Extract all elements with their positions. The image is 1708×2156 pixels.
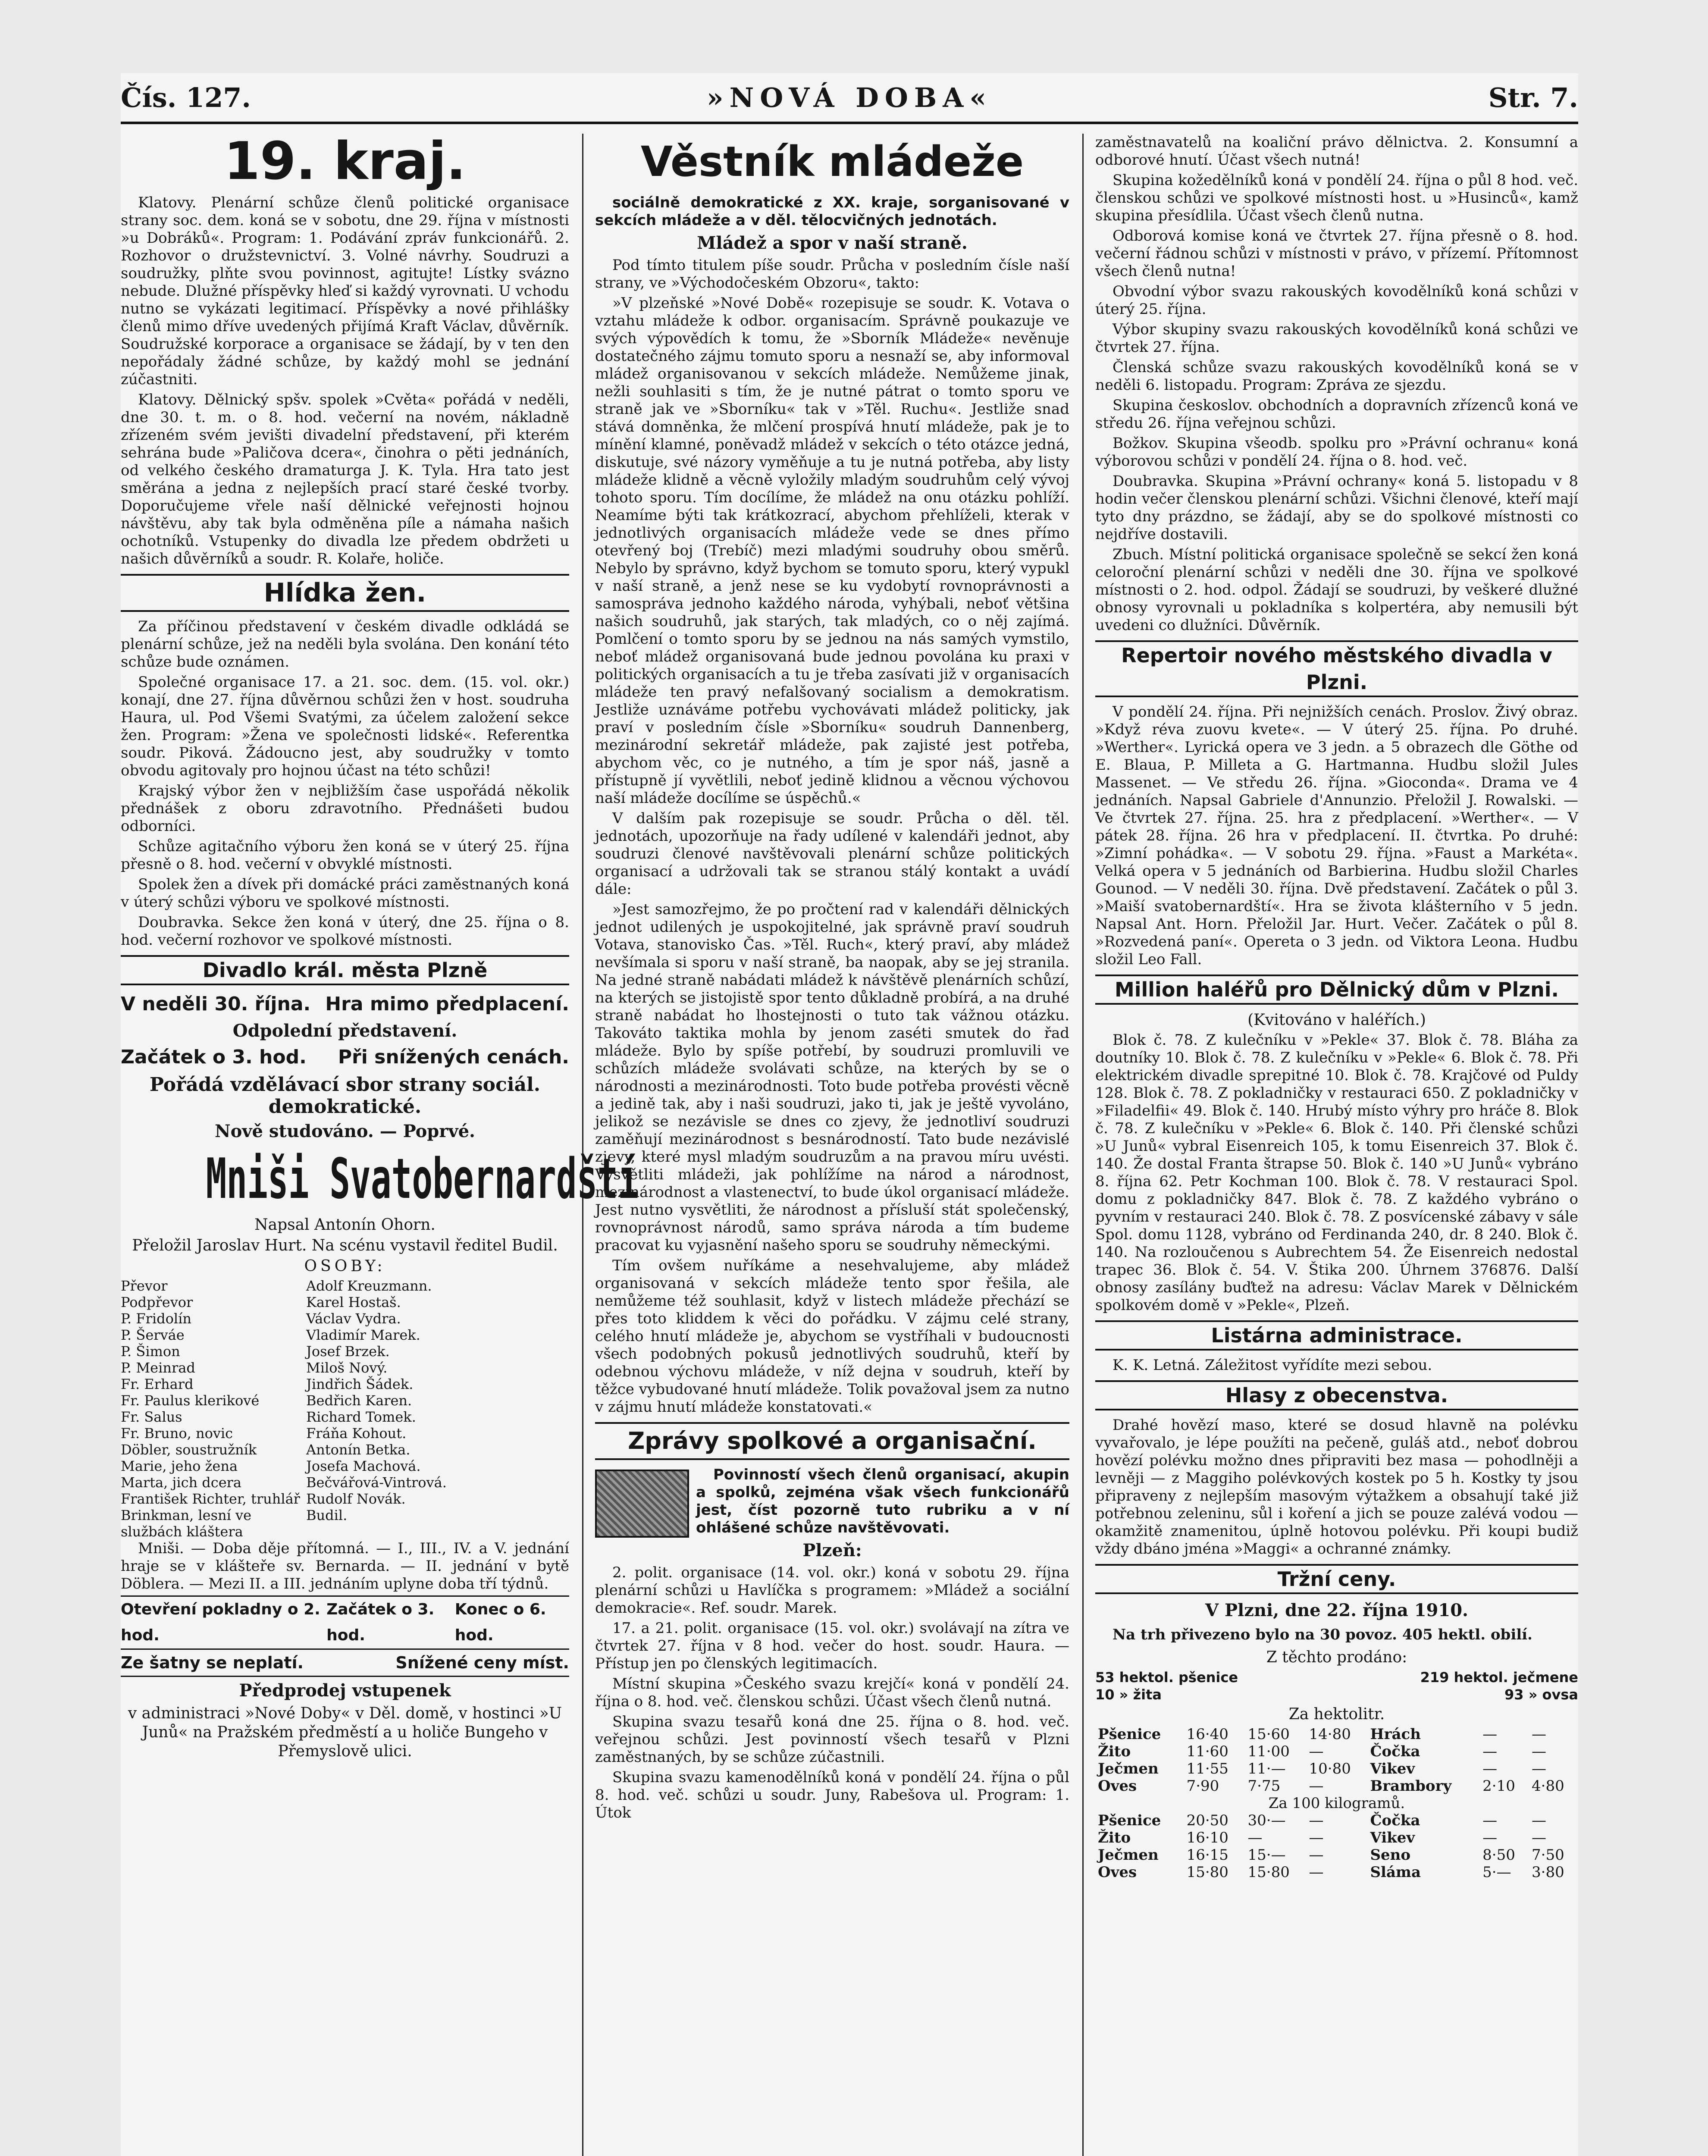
article-paragraph: V pondělí 24. října. Při nejnižších cenách. Proslov. Živý obraz. »Když réva zuovu kvete«. — V úterý 25. října. Po druhé. »Werther«. Lyrická opera ve 3 jedn. a 5 obrazech dle Göthe od E. Blaua, P. Milleta a G. Hartmanna. Hudbu složil Jules Massenet. — Ve středu 26. října. »Gioconda«. Drama ve 4 jednáních. Napsal Gabriele d'Annunzio. Přeložil J. Rowalski. — Ve čtvrtek 27. října. 25. hra z předplacení. »Werther«. — V pátek 28. října. 26 hra v předplacení. II. čtvrtka. Po druhé: »Zimní pohádka«. — V sobotu 29. října. »Faust a Markéta«. Velká opera v 5 jednáních od Barbierina. Hudbu složil Charles Gounod. — V neděli 30. října. Dvě představení. Začátek o půl 3. »Maiší svatobernardští«. Hra se života klášterního v 5 jedn. Napsal Ant. Horn. Přeložil Jar. Hurt. Večer. Začátek o půl 8. »Rozvedená paní«. Opereta o 3 jedn. od Viktora Leona. Hudbu složil Leo Fall. <box>1095 703 1578 968</box>
cast-row <box>121 1409 569 1425</box>
cast-actor: Antonín Betka. <box>306 1442 411 1458</box>
table-cell: 5·— <box>1482 1864 1511 1881</box>
article-paragraph: 17. a 21. polit. organisace (15. vol. okr.) svolávají na zítra ve čtvrtek 27. října v 8 hod. večer do host. soudr. Haura. — Přístup jen po členských legitimacích. <box>595 1620 1069 1672</box>
table-row <box>1095 1743 1578 1760</box>
table-cell: 7·50 <box>1532 1846 1564 1864</box>
ad-row <box>121 1595 569 1650</box>
cast-role: Brinkman, lesní ve službách kláštera <box>121 1507 252 1540</box>
ad-text: Hra mimo předplacení. <box>325 993 569 1015</box>
table-cell: 7·75 <box>1247 1777 1281 1795</box>
cast-role: Döbler, soustružník <box>121 1442 257 1458</box>
table-cell: Seno <box>1370 1846 1411 1864</box>
cast-role: P. Šerváe <box>121 1327 185 1343</box>
table-cell: — <box>1532 1726 1547 1743</box>
section-heading: Hlasy z obecenstva. <box>1095 1380 1578 1410</box>
article-subheading: (Kvitováno v haléřích.) <box>1247 1011 1426 1029</box>
article-paragraph: Obvodní výbor svazu rakouských kovodělníků koná schůzi v úterý 25. října. <box>1095 283 1578 318</box>
cast-actor: Budil. <box>306 1507 348 1523</box>
table-cell: Vikev <box>1370 1760 1415 1777</box>
table-cell: Ječmen <box>1098 1846 1159 1864</box>
table-row <box>1095 1812 1578 1829</box>
article-paragraph: 2. polit. organisace (14. vol. okr.) koná v sobotu 29. října plenární schůzi u Havlíčka s programem: »Mládež a sociální demokracie«. Ref. soudr. Marek. <box>595 1564 1069 1617</box>
ad-text: Začátek o 3. hod. <box>326 1601 435 1644</box>
article-paragraph: Klatovy. Plenární schůze členů politické organisace strany soc. dem. koná se v sobotu, dne 29. října v místnosti »u Dobráků«. Program: 1. Podávání zpráv funkcionářů. 2. Rozhovor o družstevnictví. 3. Volné návrhy. Soudruzi a soudružky, plňte svou povinnost, agitujte! Lístky svázno nebude. Dlužné příspěvky hleď si každý vyrovnati. U vchodu nutno se vykázati legitimací. Příspěvky a nové přihlášky členů mimo dříve uvedených přijímá Kraft Václav, důvěrník. Soudružské korporace a organisace se žádají, by v ten den nepořádaly žádné schůze, by každý mohl se jednání zúčastniti. <box>121 194 569 388</box>
cast-role: Marie, jeho žena <box>121 1458 238 1474</box>
table-cell: 2·10 <box>1482 1777 1515 1795</box>
cast-role: Převor <box>121 1278 168 1294</box>
article-paragraph: Skupina svazu kamenodělníků koná v pondělí 24. října o půl 8. hod. več. schůzi u soudr. Juny, Rabešova ul. Program: 1. Útok <box>595 1769 1069 1821</box>
table-cell: Vikev <box>1370 1829 1415 1846</box>
table-cell: — <box>1309 1777 1324 1795</box>
table-cell: — <box>1309 1829 1324 1846</box>
article-paragraph: Tím ovšem nuříkáme a nesehvalujeme, aby mládež organisovaná v sekcích mládeže tento spor řešila, ale nemůžeme též souhlasit, když v listech mládeže přechází se přes toto kliddem k věci do pořádku. V zájmu celé strany, celého hnutí mládeže je, abychom se vystříhali v budoucnosti všech podobných pokusů jednotlivých soudruhů, kteří by odebnou výchovu mládeže, v níž dejna v soudruh, kteří by těžce vybudované hnutí mládeže. Tolik považoval jsem za nutno v zájmu hnutí mládeže konstatovati.« <box>595 1257 1069 1416</box>
cast-list <box>121 1278 569 1540</box>
section-heading: Listárna administrace. <box>1095 1320 1578 1351</box>
cast-actor: Josefa Machová. <box>306 1458 421 1474</box>
article-paragraph: Spolek žen a dívek při domácké práci zaměstnaných koná v úterý schůzi výboru ve spolkové místnosti. <box>121 876 569 911</box>
table-caption: Za hektolitr. <box>1288 1705 1385 1723</box>
article-paragraph: Krajský výbor žen v nejbližším čase uspořádá několik přednášek z oboru zdravotního. Přednášeti budou odborníci. <box>121 782 569 835</box>
section-heading: Million haléřů pro Dělnický dům v Plzni. <box>1095 975 1578 1005</box>
table-cell: 11·55 <box>1186 1760 1229 1777</box>
cast-actor: Fráňa Kohout. <box>306 1425 407 1442</box>
article-paragraph: Společné organisace 17. a 21. soc. dem. (15. vol. okr.) konají, dne 27. října důvěrnou schůzi žen v host. soudruha Haura, ul. Pod Všemi Svatými, za účelem založení sekce žen. Program: »Žena ve společnosti lidské«. Referentka soudr. Piková. Žádoucno jest, aby soudružky v tomto obvodu agitovaly pro hojnou účast na této schůzi! <box>121 674 569 779</box>
table-cell: Brambory <box>1370 1777 1452 1795</box>
table-cell: — <box>1482 1743 1498 1760</box>
article-paragraph: Za příčinou představení v českém divadle odkládá se plenární schůze, jež na neděli byla svolána. Den konání této schůze bude oznámen. <box>121 618 569 671</box>
article-paragraph: Schůze agitačního výboru žen koná se v úterý 25. října přesně o 8. hod. večerní v obvyklé místnosti. <box>121 838 569 873</box>
play-title: Mniši Svatobernardští <box>206 1147 639 1211</box>
cast-row <box>121 1474 569 1491</box>
article-paragraph: sociálně demokratické z XX. kraje, sorganisované v sekcích mládeže a v děl. tělocvičných jednotách. <box>595 194 1069 229</box>
article-paragraph: zaměstnavatelů na koaliční právo dělnictva. 2. Konsumní a odborové hnutí. Účast všech nutná! <box>1095 134 1578 169</box>
article-paragraph: Skupina českoslov. obchodních a dopravních zřízenců koná ve středu 26. října veřejnou schůzi. <box>1095 397 1578 432</box>
table-cell: — <box>1309 1846 1324 1864</box>
table-cell: Oves <box>1098 1864 1137 1881</box>
table-cell: 16·10 <box>1186 1829 1229 1846</box>
market-text: 53 hektol. pšenice <box>1095 1669 1238 1686</box>
cast-role: František Richter, truhlář <box>121 1491 300 1507</box>
ad-text: Ze šatny se neplatí. <box>121 1653 304 1672</box>
table-cell: 20·50 <box>1186 1812 1229 1829</box>
article-paragraph: Členská schůze svazu rakouských kovodělníků koná se v neděli 6. listopadu. Program: Zpráva ze sjezdu. <box>1095 359 1578 394</box>
cast-row <box>121 1376 569 1392</box>
column-2 <box>595 134 1069 2156</box>
article-paragraph: »V plzeňské »Nové Době« rozepisuje se soudr. K. Votava o vztahu mládeže k odbor. organisacím. Správně poukazuje ve svých výpovědích k tomu, že »Sborník Mládeže« nevěnuje dostatečného zájmu tomuto sporu a nesnaží se, aby informoval mládež organisovanou v sekcích mládeže. Nemůžeme jinak, nežli souhlasiti s tím, že je nutné pátrat o tomto sporu ve straně jak ve »Sborníku« tak v »Těl. Ruchu«. Jestliže snad stává domněnka, že mlčení prospívá hnutí mládeže, pak je to mínění klamné, poněvadž mládež v sekcích o této otázce jedná, diskutuje, své názory vyměňuje a tu je nutná potřeba, aby listy mládeže klidně a věcně vyložily mladým soudruhům celý vývoj tohoto sporu. Tím docílíme, že mládež na onu otázku pohlíží. Neamíme býti tak krátkozrací, abychom přehlíželi, kterak v jednotlivých organisacích mládeže vede se dnes přímo otevřený boj (Trebíč) mezi mladými soudruhy obou směrů. Nebylo by správno, když bychom se tomuto sporu, který vypukl v naší straně, a jenž nese se ku vydobytí rovnoprávnosti a samospráva jednoho každého národa, vyhýbali, neboť většina našich soudruhů, jak starých, tak mladých, co o něj zajímá. Pomlčení o tomto sporu by se jednou na nás samých vymstilo, neboť mládež organisovaná bude jednou povolána ku praxi v politických organisacích a tu je třeba zasívati již v organisacích mládeže ten pravý nefalšovaný socialism a demokratism. Jestliže uznáváme potřebu vychovávati mládež politicky, jak praví v posledním čísle »Sborníku« soudruh Dannenberg, mezinárodní sekretář mládeže, pak zajisté jest potřeba, abychom věc, co je nutného, a tím je spor náš, jasně a přístupně jí vyvětlili, neboť jedině klidnou a věcnou výchovou naší mládeže docílíme se úspěchů.« <box>595 295 1069 807</box>
cast-row <box>121 1458 569 1474</box>
section-heading: Hlídka žen. <box>121 574 569 612</box>
issue-number: Čís. 127. <box>121 82 251 113</box>
price-table <box>1095 1726 1578 1881</box>
table-cell: Ječmen <box>1098 1760 1159 1777</box>
article-paragraph: Klatovy. Dělnický spšv. spolek »Cvěta« pořádá v neděli, dne 30. t. m. o 8. hod. večerní na novém, nákladně zřízeném svém jevišti divadelní představení, při kterém sehrána bude »Paličova dcera«, činohra o pěti jednáních, od velkého českého dramaturga J. K. Tyla. Hra tato jest směrána a jedna z nejlepších prací staré české tvorby. Doporučujeme vřele naší dělnické veřejnosti hojnou návštěvu, aby tak byla odměněna píle a námaha našich ochotníků. Vstupenky do divadla lze předem obdržeti u našich důvěrníků a soudr. R. Kolaře, holiče. <box>121 391 569 567</box>
article-paragraph: Blok č. 78. Z kulečníku v »Pekle« 37. Blok č. 78. Bláha za doutníky 10. Blok č. 78. Z kulečníku v »Pekle« 6. Blok č. 78. Při elektrickém divadle sprepitné 10. Blok č. 78. Krajčové od Puldy 128. Blok č. 78. Z pokladničky v restauraci 650. Z pokladničky v »Filadelfii« 49. Blok č. 140. Hrubý místo výhry pro hráče 8. Blok č. 78. Z kulečníku v »Pekle« 6. Blok č. 140. Při členské schůzi »U Junů« vybral Eisenreich 105, k tomu Eisenreich 37. Blok č. 140. Že dostal Franta štrapse 50. Blok č. 140 »U Junů« vybráno 8. října 62. Petr Kochman 100. Blok č. 78. V restauraci Spol. domu z pokladničky 847. Blok č. 78. Z každého vybráno o pyvním v restauraci 240. Blok č. 78. Z posvícenské zábavy v sále Spol. domu 1128, vybráno od Ferdinanda 240, dr. 8 240. Blok č. 140. Na rozloučenou s Aubrechtem 54. Že Eisenreich nedostal trapec 36. Blok č. 54. V. Štika 200. Úhrnem 376876. Další obnosy zasílány buďtež na adresu: Václav Marek v Dělnickém spolkovém domě v »Pekle«, Plzeň. <box>1095 1031 1578 1314</box>
table-cell: Pšenice <box>1098 1726 1161 1743</box>
masthead <box>121 82 1578 121</box>
article-paragraph: Místní skupina »Českého svazu krejčí« koná v pondělí 24. října o 8. hod. več. členskou schůzi. Účast všech členů nutná. <box>595 1675 1069 1710</box>
article-paragraph: Doubravka. Skupina »Právní ochrany« koná 5. listopadu v 8 hodin večer členskou plenární schůzi. Všichni členové, kteří mají tyto dny prázdno, se žádají, aby se do spolkové místnosti co nejdříve dostavili. <box>1095 473 1578 543</box>
article-subheading: Z těchto prodáno: <box>1266 1648 1407 1666</box>
cast-actor: Václav Vydra. <box>306 1310 401 1327</box>
cast-row <box>121 1507 569 1540</box>
ad-subheading: Odpolední představení. <box>232 1021 458 1041</box>
article-paragraph: Doubravka. Sekce žen koná v úterý, dne 25. října o 8. hod. večerní rozhovor ve spolkové místnosti. <box>121 914 569 949</box>
cast-role: P. Meinrad <box>121 1360 195 1376</box>
table-cell: Pšenice <box>1098 1812 1161 1829</box>
article-paragraph: V dalším pak rozepisuje se soudr. Průcha o děl. těl. jednotách, upozorňuje na řady udílené v kalendáři jednot, aby soudruzi členové navštěvovali plenární schůze politických organisací a udržovali tak se stranou stálý kontakt a uvádí dále: <box>595 810 1069 898</box>
article-paragraph: Pod tímto titulem píše soudr. Průcha v posledním čísle naší strany, ve »Východočeském Obzoru«, takto: <box>595 257 1069 291</box>
article-paragraph: Výbor skupiny svazu rakouských kovodělníků koná schůzi ve čtvrtek 27. října. <box>1095 321 1578 356</box>
table-cell: — <box>1482 1829 1498 1846</box>
table-row <box>1095 1795 1578 1812</box>
market-text: 93 » ovsa <box>1504 1686 1578 1703</box>
cast-actor: Adolf Kreuzmann. <box>306 1278 432 1294</box>
market-date: V Plzni, dne 22. října 1910. <box>1205 1600 1468 1620</box>
cast-row <box>121 1278 569 1294</box>
cast-actor: Vladimír Marek. <box>306 1327 420 1343</box>
table-cell: 8·50 <box>1482 1846 1515 1864</box>
article-paragraph: Na trh přivezeno bylo na 30 povoz. 405 hektl. obilí. <box>1113 1626 1532 1643</box>
section-heading: Tržní ceny. <box>1095 1564 1578 1594</box>
cast-actor: Bedřich Karen. <box>306 1392 412 1409</box>
table-cell: 4·80 <box>1532 1777 1564 1795</box>
table-cell: — <box>1482 1812 1498 1829</box>
table-cell: — <box>1532 1829 1547 1846</box>
cast-actor: Rudolf Novák. <box>306 1491 406 1507</box>
ornament-icon <box>595 1470 689 1538</box>
article-paragraph: K. K. Letná. Záležitost vyřídíte mezi sebou. <box>1113 1357 1432 1374</box>
table-cell: 14·80 <box>1309 1726 1351 1743</box>
table-row <box>1095 1846 1578 1864</box>
table-cell: 7·90 <box>1186 1777 1219 1795</box>
cast-actor: Richard Tomek. <box>306 1409 416 1425</box>
table-cell: 10·80 <box>1309 1760 1351 1777</box>
table-row <box>1095 1777 1578 1795</box>
column-1 <box>121 132 639 2156</box>
cast-role: Fr. Salus <box>121 1409 182 1425</box>
play-author: Napsal Antonín Ohorn. <box>254 1216 436 1234</box>
market-row <box>1095 1669 1578 1686</box>
column-3 <box>1095 134 1578 2156</box>
table-cell: Sláma <box>1370 1864 1421 1881</box>
article-paragraph: Zbuch. Místní politická organisace společně se sekcí žen koná celoroční plenární schůzi v neděli dne 30. října ve spolkové místnosti o 2. hod. odpol. Žádají se soudruzi, by veškeré dlužné obnosy vyrovnali u pokladníka s kolpertéra, aby nemusili být uvedeni co dlužníci. Důvěrník. <box>1095 546 1578 634</box>
table-row <box>1095 1864 1578 1881</box>
ad-row <box>121 1044 569 1070</box>
table-cell: — <box>1482 1760 1498 1777</box>
article-paragraph: Skupina kožedělníků koná v pondělí 24. října o půl 8 hod. več. členskou schůzi ve spolkové místnosti host. u »Husinců«, kamž skupina přesídlila. Účast všech členů nutna. <box>1095 172 1578 224</box>
cast-role: P. Šimon <box>121 1343 180 1360</box>
cast-row <box>121 1425 569 1442</box>
page-number: Str. 7. <box>1488 82 1578 113</box>
cast-actor: Josef Brzek. <box>306 1343 390 1360</box>
ad-subheading: Pořádá vzdělávací sbor strany sociál. demokratické. <box>149 1074 541 1118</box>
section-heading: Repertoir nového městského divadla v Plzni. <box>1095 640 1578 697</box>
table-cell: Oves <box>1098 1777 1137 1795</box>
newspaper-page <box>121 73 1578 2156</box>
article-paragraph: Drahé hovězí maso, které se dosud hlavně na polévku vyvařovalo, je lépe použíti na pečeně, guláš atd., neboť dobrou hovězí polévku možno dnes připraviti bez masa — pohodlněji a levněji — z Maggiho polévkových kostek po 5 h. Kostky ty jsou připraveny z nejlepším masovým výtažkem a obsahují také již potřebnou zeleninu, sůl i koření a jich se pouze zalévá vodou — okamžitě znamenitou, úplně hotovou polévku. Při koupi budiž vždy dbáno jména »Maggi« a ochranné známky. <box>1095 1416 1578 1557</box>
table-cell: 11·60 <box>1186 1743 1229 1760</box>
cast-role: Fr. Bruno, novic <box>121 1425 233 1442</box>
ad-text: V neděli 30. října. <box>121 993 311 1015</box>
article-paragraph: Skupina svazu tesařů koná dne 25. října o 8. hod. več. veřejnou schůzi. Jest povinností všech tesařů v Plzni zaměstnaných, by se schůze zúčastnili. <box>595 1713 1069 1766</box>
table-cell: — <box>1309 1743 1324 1760</box>
cast-actor: Miloš Nový. <box>306 1360 388 1376</box>
ad-address: v administraci »Nové Doby« v Děl. domě, v hostinci »U Junů« na Pražském předměstí a u holiče Bungeho v Přemyslově ulici. <box>128 1705 562 1760</box>
table-cell: 30·— <box>1247 1812 1286 1829</box>
table-cell: 3·80 <box>1532 1864 1564 1881</box>
table-cell: — <box>1532 1760 1547 1777</box>
table-cell: Žito <box>1098 1829 1131 1846</box>
play-translator: Přeložil Jaroslav Hurt. Na scénu vystavil ředitel Budil. <box>132 1237 558 1254</box>
cast-heading: OSOBY: <box>304 1257 386 1275</box>
table-cell: — <box>1482 1726 1498 1743</box>
cast-actor: Bečvářová-Vintrová. <box>306 1474 447 1491</box>
column-divider <box>1082 134 1084 2156</box>
ad-subheading: Nově studováno. — Poprvé. <box>215 1121 475 1141</box>
table-cell: — <box>1532 1812 1547 1829</box>
cast-actor: Karel Hostaš. <box>306 1294 401 1310</box>
table-cell: 16·15 <box>1186 1846 1229 1864</box>
cast-row <box>121 1327 569 1343</box>
table-caption: Za 100 kilogramů. <box>1268 1795 1405 1812</box>
section-heading: 19. kraj. <box>224 132 466 191</box>
market-row <box>1095 1686 1578 1703</box>
ad-text: Otevření pokladny o 2. hod. <box>121 1601 320 1644</box>
article-paragraph: Božkov. Skupina všeodb. spolku pro »Právní ochranu« koná výborovou schůzi v pondělí 24. října o 8. hod. več. <box>1095 435 1578 470</box>
market-text: 219 hektol. ječmene <box>1420 1669 1578 1686</box>
header-rule <box>121 122 1578 124</box>
table-cell: Hrách <box>1370 1726 1421 1743</box>
cast-row <box>121 1491 569 1507</box>
cast-row <box>121 1294 569 1310</box>
table-cell: Čočka <box>1370 1743 1420 1760</box>
cast-role: Fr. Erhard <box>121 1376 194 1392</box>
table-row <box>1095 1829 1578 1846</box>
cast-actor: Jindřich Šádek. <box>306 1376 414 1392</box>
table-cell: — <box>1532 1743 1547 1760</box>
table-cell: 16·40 <box>1186 1726 1229 1743</box>
cast-row <box>121 1360 569 1376</box>
notice-block <box>595 1466 1069 1537</box>
table-row <box>1095 1760 1578 1777</box>
article-subheading: Mládež a spor v naší straně. <box>697 233 968 253</box>
newspaper-title: »NOVÁ DOBA« <box>706 82 993 113</box>
ad-text: Snížené ceny míst. <box>395 1653 569 1672</box>
play-note: Mniši. — Doba děje přítomná. — I., III., IV. a V. jednání hraje se v klášteře sv. Bernarda. — II. jednání v bytě Döblera. — Mezi II. a III. jednáním uplyne doba tří týdnů. <box>121 1540 569 1592</box>
cast-row <box>121 1392 569 1409</box>
cast-role: Podpřevor <box>121 1294 193 1310</box>
cast-role: Marta, jich dcera <box>121 1474 241 1491</box>
table-cell: 11·00 <box>1247 1743 1290 1760</box>
ad-row <box>121 1650 569 1677</box>
table-cell: — <box>1309 1812 1324 1829</box>
table-cell: Čočka <box>1370 1812 1420 1829</box>
table-cell: — <box>1247 1829 1263 1846</box>
table-cell: 15·80 <box>1186 1864 1229 1881</box>
table-cell: 15·80 <box>1247 1864 1290 1881</box>
cast-row <box>121 1343 569 1360</box>
ad-subheading: Předprodej vstupenek <box>239 1680 451 1701</box>
table-cell: — <box>1309 1864 1324 1881</box>
article-paragraph: Odborová komise koná ve čtvrtek 27. října přesně o 8. hod. večerní řádnou schůzi v místnosti v právo, v přízemí. Přítomnost všech členů nutna! <box>1095 227 1578 280</box>
table-cell: 15·— <box>1247 1846 1286 1864</box>
cast-role: Fr. Paulus klerikové <box>121 1392 260 1409</box>
cast-role: P. Fridolín <box>121 1310 191 1327</box>
table-row <box>1095 1726 1578 1743</box>
table-cell: 15·60 <box>1247 1726 1290 1743</box>
theatre-ad-heading: Divadlo král. města Plzně <box>121 955 569 985</box>
section-heading: Zprávy spolkové a organisační. <box>595 1422 1069 1460</box>
article-paragraph: Povinností všech členů organisací, akupin a spolků, zejména však všech funkcionářů jest, číst pozorně tuto rubriku a v ní ohlášené schůze navštěvovati. <box>696 1466 1069 1536</box>
ad-text: Při snížených cenách. <box>338 1046 569 1068</box>
section-heading: Věstník mládeže <box>640 138 1024 186</box>
table-cell: Žito <box>1098 1743 1131 1760</box>
ad-text: Konec o 6. hod. <box>454 1601 546 1644</box>
cast-row <box>121 1310 569 1327</box>
ad-text: Začátek o 3. hod. <box>121 1046 307 1068</box>
article-paragraph: »Jest samozřejmo, že po pročtení rad v kalendáři dělnických jednot udilených je uspokojitelné, jak správně praví soudruh Votava, stanovisko Čas. »Těl. Ruch«, který praví, aby mládež nevšímala si sporu v naší straně, ba naopak, aby se jej stranila. Na jedné straně nabádati mládež k návštěvě plenárních schůzí, na kterých se jistojistě spor tento důkladně probírá, a na druhé straně nabádat ho lhostejnosti o tuto tak vážnou otázku. Takováto taktika mohla by jenom zaséti smutek do řad mládeže. Bylo by spíše potřebí, by soudruzi promluvili ve schůzích mládeže svolávati schůze, na kterých by se o národnosti a mezinárodnosti. Toto bude potřeba provésti věcně a jedině tak, aby i naši soudruzi, jako ti, jak je ještě vyvoláno, jelikož se nezávisle se dnes co zjevy, že jednotliví soudruzi zaměňují mezinárodnost s besnárodností. Tato bude nezávislé zjevy, které mysl mladým soudruzům a na pravou míru uvésti. Vysvětliti mládeži, jak pohlížíme na národ a národnost, mezinárodnost a vlastenectví, to bude úkol organisací mládeže. Jest nutno vysvětliti, že národnost a přísluší stát společenský, rovnoprávnost národů, samo správa národa a tím budeme pracovat ku vyjasnění našeho sporu se soudruhy německými. <box>595 901 1069 1254</box>
market-text: 10 » žita <box>1095 1686 1162 1703</box>
ad-row <box>121 991 569 1017</box>
article-subheading: Plzeň: <box>802 1540 862 1561</box>
table-cell: 11·— <box>1247 1760 1286 1777</box>
cast-row <box>121 1442 569 1458</box>
column-divider <box>582 134 583 2156</box>
